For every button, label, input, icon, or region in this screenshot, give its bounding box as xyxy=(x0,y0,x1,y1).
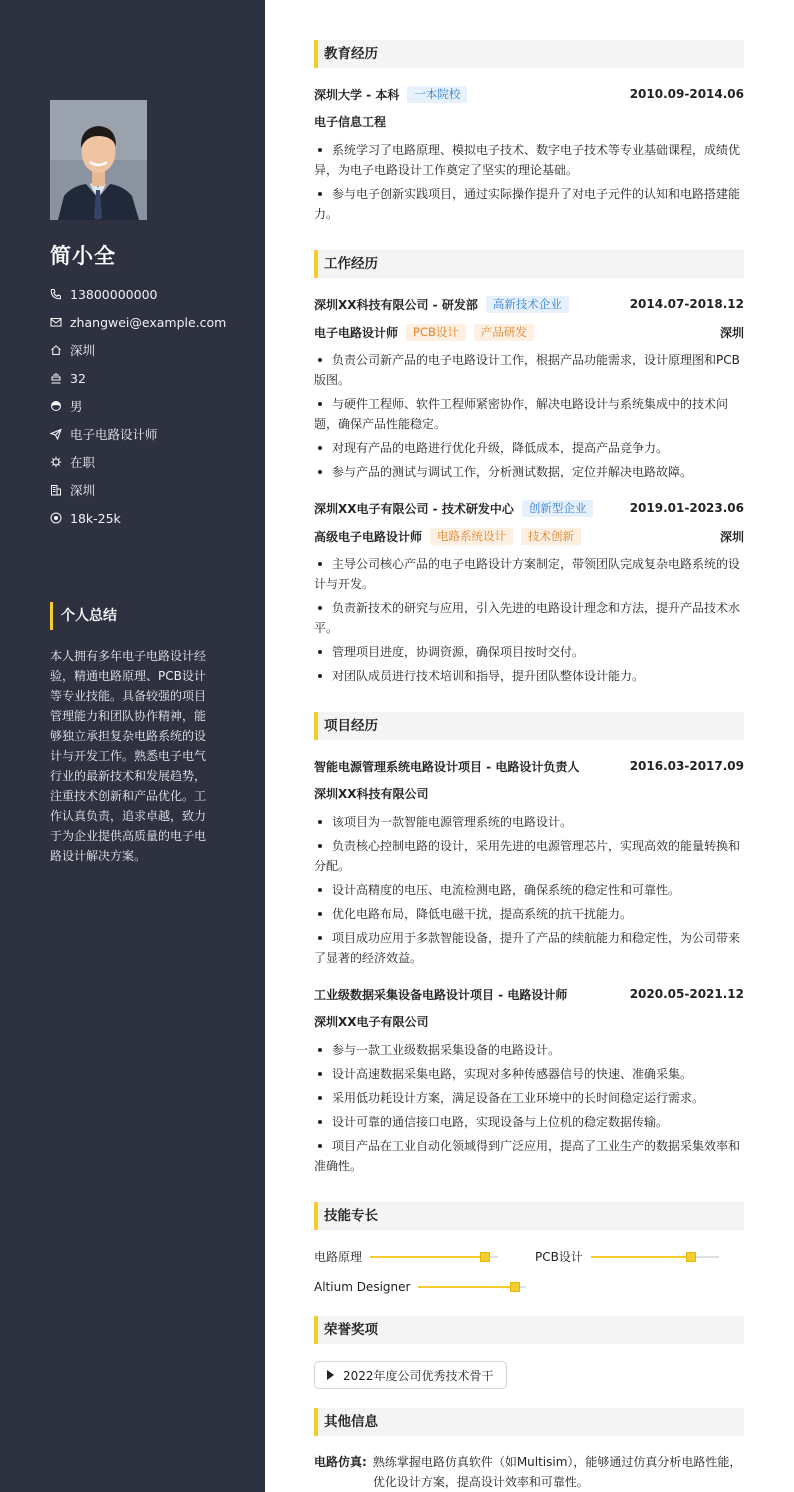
school-name: 深圳大学 - 本科 xyxy=(314,87,400,102)
summary-heading: 个人总结 xyxy=(50,602,117,630)
skill-bar-knob xyxy=(686,1252,696,1262)
job-2-period: 2019.01-2023.06 xyxy=(629,501,744,515)
skill-name: 电路原理 xyxy=(314,1250,363,1264)
job-2-tag: 技术创新 xyxy=(521,528,581,545)
list-item: 参与一款工业级数据采集设备的电路设计。 xyxy=(314,1040,744,1060)
project-1-org: 深圳XX科技有限公司 xyxy=(314,787,429,801)
job-1-role-row xyxy=(314,323,744,341)
salary-text: 18k-25k xyxy=(70,510,121,526)
list-item: 设计可靠的通信接口电路，实现设备与上位机的稳定数据传输。 xyxy=(314,1112,744,1132)
other-text: 熟练掌握电路仿真软件（如Multisim），能够通过仿真分析电路性能，优化设计方案，提高设计效率和可靠性。 xyxy=(372,1455,742,1489)
location-text: 深圳 xyxy=(70,343,96,358)
mail-icon xyxy=(50,316,62,328)
target-city-item xyxy=(50,476,226,504)
list-item: 管理项目进度，协调资源，确保项目按时交付。 xyxy=(314,642,744,662)
other-heading: 其他信息 xyxy=(314,1408,744,1436)
age-text: 32 xyxy=(70,370,86,386)
position-item xyxy=(50,420,226,448)
list-item: 参与电子创新实践项目，通过实际操作提升了对电子元件的认知和电路搭建能力。 xyxy=(314,184,744,224)
job-2-company-tag: 创新型企业 xyxy=(522,500,594,517)
salary-item xyxy=(50,504,226,532)
education-heading: 教育经历 xyxy=(314,40,744,68)
job-1-company-tag: 高新技术企业 xyxy=(486,296,569,313)
project-2-org: 深圳XX电子有限公司 xyxy=(314,1015,429,1029)
summary-text: 本人拥有多年电子电路设计经验，精通电路原理、PCB设计等专业技能。具备较强的项目管理能力和团队协作精神，能够独立承担复杂电路系统的设计与开发工作。熟悉电子电气行业的最新技术和发展趋势，注重技术创新和产品优化。工作认真负责，追求卓越，致力于为企业提供高质量的电子电路设计解决方案。 xyxy=(50,649,207,863)
status-item xyxy=(50,448,226,476)
skill-bar-fill xyxy=(418,1286,515,1288)
projects-heading: 项目经历 xyxy=(314,712,744,740)
job-1-role: 电子电路设计师 xyxy=(314,325,399,340)
list-item: 负责新技术的研究与应用，引入先进的电路设计理念和方法，提升产品技术水平。 xyxy=(314,598,744,638)
list-item: 优化电路布局，降低电磁干扰，提高系统的抗干扰能力。 xyxy=(314,904,744,924)
gender-icon xyxy=(50,400,62,412)
skill-bar xyxy=(591,1256,719,1258)
skill-bar-fill xyxy=(591,1256,691,1258)
job-1-header-row xyxy=(314,295,744,313)
skill-bar xyxy=(418,1286,526,1288)
job-1-tag: 产品研发 xyxy=(474,324,534,341)
avatar xyxy=(50,100,147,220)
education-major: 电子信息工程 xyxy=(314,115,387,129)
phone-icon xyxy=(50,288,62,300)
project-2-header-row xyxy=(314,985,744,1003)
building-icon xyxy=(50,484,62,496)
list-item: 采用低功耗设计方案，满足设备在工业环境中的长时间稳定运行需求。 xyxy=(314,1088,744,1108)
education-header-row xyxy=(314,85,744,103)
send-icon xyxy=(50,428,62,440)
skill-bar-knob xyxy=(480,1252,490,1262)
job-2-bullets xyxy=(314,554,744,690)
award-text: 2022年度公司优秀技术骨干 xyxy=(343,1368,494,1383)
list-item: 设计高精度的电压、电流检测电路，确保系统的稳定性和可靠性。 xyxy=(314,880,744,900)
job-2-role-row xyxy=(314,527,744,545)
skill-item xyxy=(314,1280,526,1294)
skill-bar-knob xyxy=(510,1282,520,1292)
skill-item xyxy=(535,1248,719,1265)
school-tag: 一本院校 xyxy=(407,86,467,103)
job-1-tag: PCB设计 xyxy=(406,324,466,341)
list-item: 主导公司核心产品的电子电路设计方案制定，带领团队完成复杂电路系统的设计与开发。 xyxy=(314,554,744,594)
job-2-role: 高级电子电路设计师 xyxy=(314,529,423,544)
play-triangle-icon xyxy=(327,1370,334,1380)
skills-heading: 技能专长 xyxy=(314,1202,744,1230)
candidate-name: 简小全 xyxy=(50,244,116,268)
skill-name: PCB设计 xyxy=(535,1250,583,1264)
project-1-header-row xyxy=(314,757,744,775)
list-item: 与硬件工程师、软件工程师紧密协作，解决电路设计与系统集成中的技术问题，确保产品性能稳定。 xyxy=(314,394,744,434)
status-icon xyxy=(50,456,62,468)
project-2-period: 2020.05-2021.12 xyxy=(629,987,744,1001)
gender-item xyxy=(50,392,226,420)
project-1-bullets xyxy=(314,812,744,972)
skill-bar xyxy=(370,1256,498,1258)
list-item: 对现有产品的电路进行优化升级，降低成本，提高产品竞争力。 xyxy=(314,438,744,458)
skill-item xyxy=(314,1248,498,1265)
list-item: 负责核心控制电路的设计，采用先进的电源管理芯片，实现高效的能量转换和分配。 xyxy=(314,836,744,876)
phone-item xyxy=(50,280,226,308)
list-item: 负责公司新产品的电子电路设计工作，根据产品功能需求，设计原理图和PCB版图。 xyxy=(314,350,744,390)
project-1-name: 智能电源管理系统电路设计项目 - 电路设计负责人 xyxy=(314,759,580,774)
target-city-text: 深圳 xyxy=(70,483,96,498)
position-text: 电子电路设计师 xyxy=(70,427,158,442)
project-1-period: 2016.03-2017.09 xyxy=(629,759,744,773)
job-1-period: 2014.07-2018.12 xyxy=(629,297,744,311)
other-info-row xyxy=(314,1452,744,1492)
work-heading: 工作经历 xyxy=(314,250,744,278)
project-2-name: 工业级数据采集设备电路设计项目 - 电路设计师 xyxy=(314,987,568,1002)
skill-name: Altium Designer xyxy=(314,1280,411,1294)
job-1-bullets xyxy=(314,350,744,486)
age-icon xyxy=(50,372,62,384)
home-icon xyxy=(50,344,62,356)
education-bullets xyxy=(314,140,744,228)
gender-text: 男 xyxy=(70,399,83,414)
other-label: 电路仿真: xyxy=(314,1455,367,1469)
job-2-company: 深圳XX电子有限公司 - 技术研发中心 xyxy=(314,501,514,516)
list-item: 对团队成员进行技术培训和指导，提升团队整体设计能力。 xyxy=(314,666,744,686)
salary-icon xyxy=(50,512,62,524)
education-period: 2010.09-2014.06 xyxy=(629,87,744,101)
list-item: 系统学习了电路原理、模拟电子技术、数字电子技术等专业基础课程，成绩优异，为电子电路设计工作奠定了坚实的理论基础。 xyxy=(314,140,744,180)
email-item xyxy=(50,308,226,336)
awards-heading: 荣誉奖项 xyxy=(314,1316,744,1344)
skill-bar-fill xyxy=(370,1256,485,1258)
contact-list xyxy=(50,280,226,532)
email-text: zhangwei@example.com xyxy=(70,314,227,330)
job-2-city: 深圳 xyxy=(719,529,744,544)
list-item: 设计高速数据采集电路，实现对多种传感器信号的快速、准确采集。 xyxy=(314,1064,744,1084)
award-item[interactable] xyxy=(314,1361,507,1389)
phone-text: 13800000000 xyxy=(70,286,158,302)
status-text: 在职 xyxy=(70,455,96,470)
project-2-bullets xyxy=(314,1040,744,1180)
list-item: 该项目为一款智能电源管理系统的电路设计。 xyxy=(314,812,744,832)
sidebar xyxy=(0,0,265,1492)
age-item xyxy=(50,364,226,392)
job-2-header-row xyxy=(314,499,744,517)
list-item: 项目产品在工业自动化领域得到广泛应用，提高了工业生产的数据采集效率和准确性。 xyxy=(314,1136,744,1176)
job-1-company: 深圳XX科技有限公司 - 研发部 xyxy=(314,297,478,312)
job-1-city: 深圳 xyxy=(719,325,744,340)
list-item: 项目成功应用于多款智能设备，提升了产品的续航能力和稳定性，为公司带来了显著的经济效益。 xyxy=(314,928,744,968)
list-item: 参与产品的测试与调试工作，分析测试数据，定位并解决电路故障。 xyxy=(314,462,744,482)
location-item xyxy=(50,336,226,364)
job-2-tag: 电路系统设计 xyxy=(430,528,513,545)
